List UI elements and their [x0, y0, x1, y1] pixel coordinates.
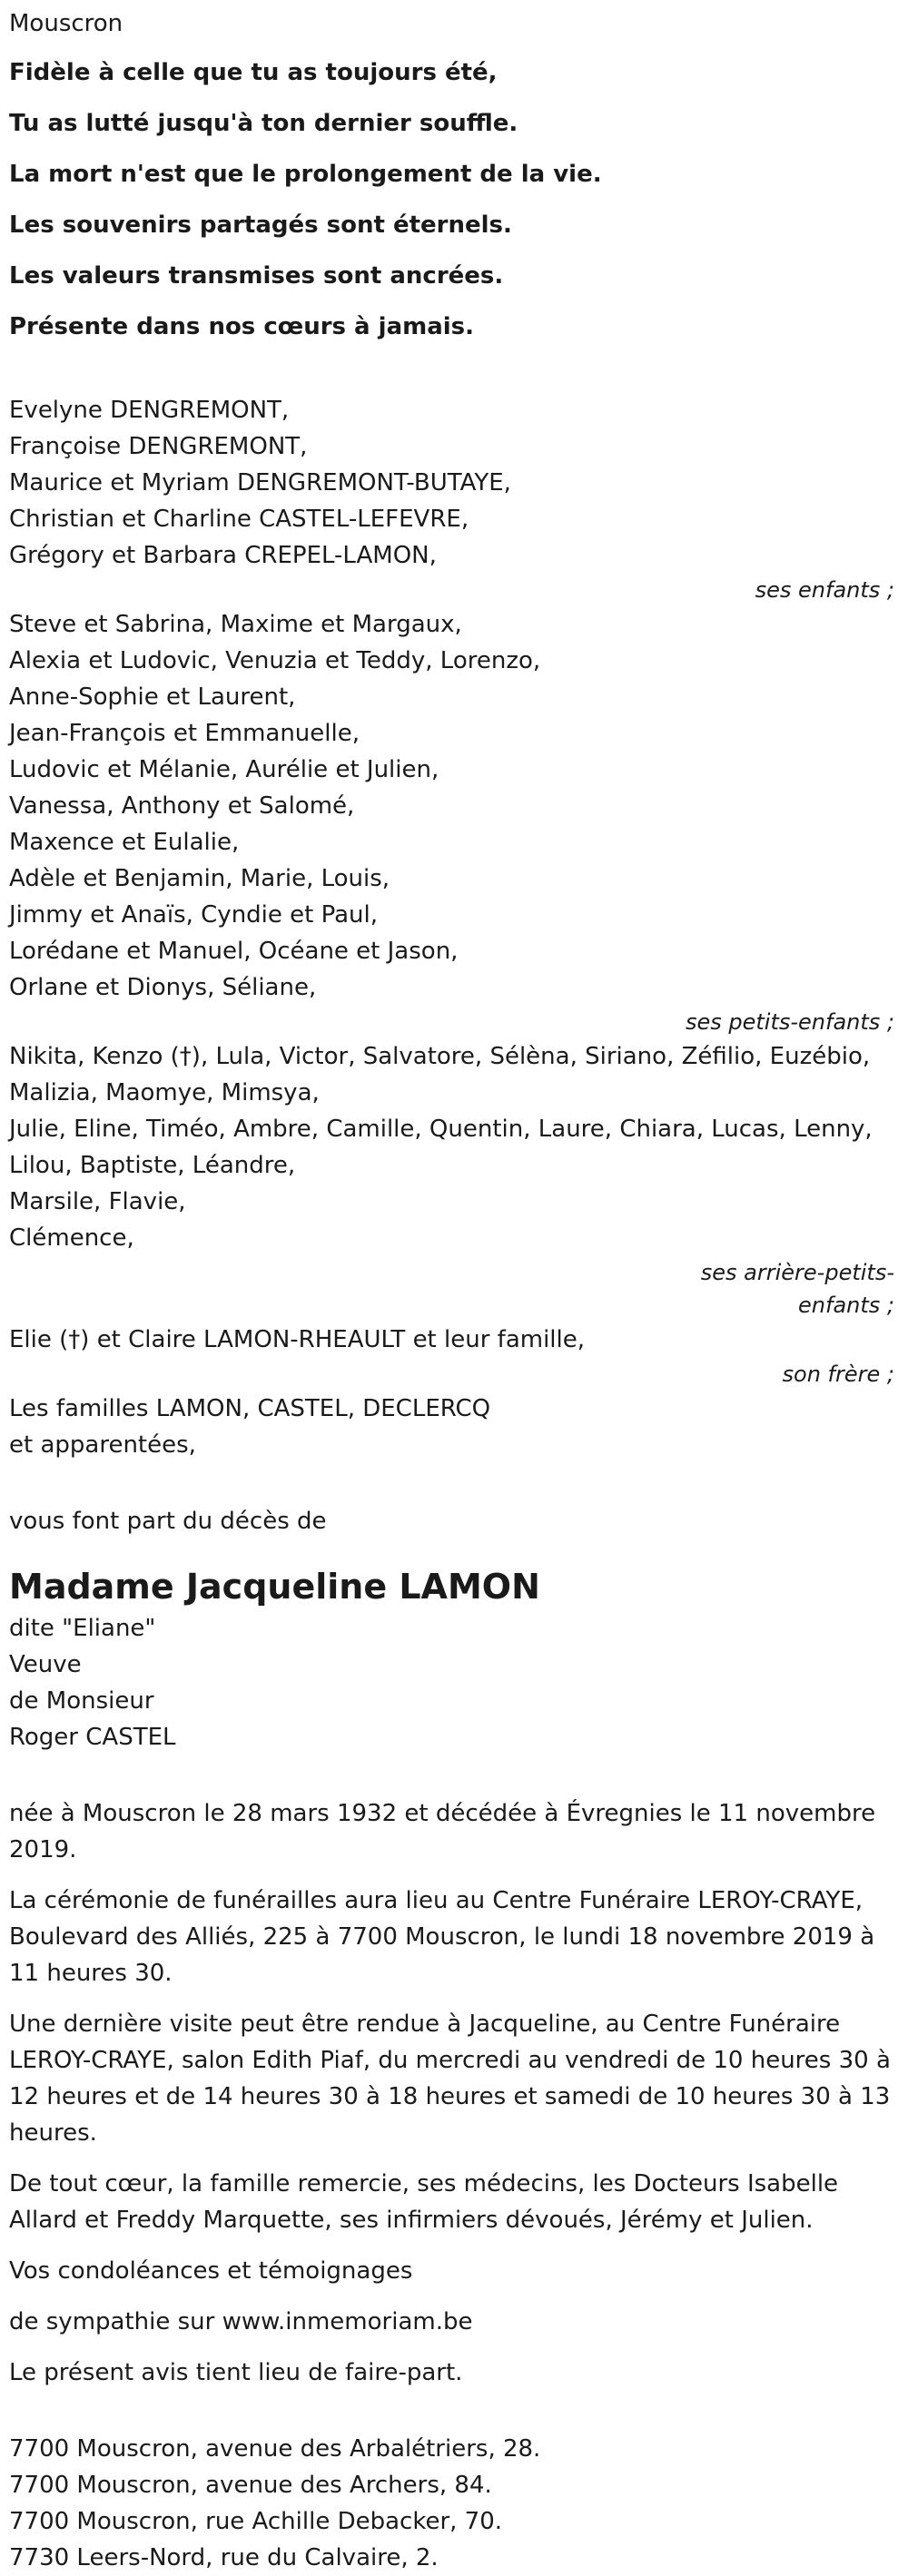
condolences-line: Vos condoléances et témoignages [9, 2257, 413, 2285]
birth-death-paragraph: née à Mouscron le 28 mars 1932 et décédée à Évregnies le 11 novembre 2019. [9, 1800, 876, 1863]
great-grandchild-line: Nikita, Kenzo (†), Lula, Victor, Salvatore, Sélèna, Siriano, Zéfilio, Euzébio, [9, 1043, 871, 1070]
deceased-detail: Roger CASTEL [9, 1724, 176, 1751]
families-line: et apparentées, [9, 1431, 196, 1459]
families-block [9, 1391, 894, 1463]
brother-line: Elie (†) et Claire LAMON-RHEAULT et leur famille, [9, 1326, 586, 1353]
town-name: Mouscron [9, 10, 123, 37]
thanks-paragraph: De tout cœur, la famille remercie, ses médecins, les Docteurs Isabelle Allard et Freddy Marquette, ses infirmiers dévoués, Jérémy et Julien. [9, 2170, 839, 2234]
deceased-detail: de Monsieur [9, 1687, 154, 1715]
poem-line: Tu as lutté jusqu'à ton dernier souffle. [9, 110, 518, 137]
deceased-name: Madame Jacqueline LAMON [9, 1567, 540, 1607]
poem-line: Les valeurs transmises sont ancrées. [9, 262, 504, 290]
address-line: 7700 Mouscron, rue Achille Debacker, 70. [9, 2508, 503, 2535]
notice-statement: Le présent avis tient lieu de faire-part. [9, 2359, 463, 2386]
great-grandchild-line: Malizia, Maomye, Mimsya, [9, 1079, 320, 1106]
grandchild-line: Jean-François et Emmanuelle, [9, 720, 360, 747]
child-name: Françoise DENGREMONT, [9, 433, 308, 460]
spacer [9, 1463, 894, 1503]
great-grandchildren-list [9, 1038, 894, 1256]
visit-paragraph: Une dernière visite peut être rendue à Jacqueline, au Centre Funéraire LEROY-CRAYE, salon Edith Piaf, du mercredi au vendredi de 10 heures 30 à 12 heures et de 14 heures 30 à 18 heures et samedi de 10 heures 30 à 13 heures. [9, 2011, 891, 2147]
child-name: Maurice et Myriam DENGREMONT-BUTAYE, [9, 469, 511, 497]
spacer [9, 1755, 894, 1795]
grandchild-line: Vanessa, Anthony et Salomé, [9, 792, 355, 820]
address-list [9, 2431, 894, 2576]
child-name: Grégory et Barbara CREPEL-LAMON, [9, 542, 437, 569]
grandchild-line: Steve et Sabrina, Maxime et Margaux, [9, 611, 462, 638]
families-line: Les familles LAMON, CASTEL, DECLERCQ [9, 1395, 491, 1422]
address-line: 7700 Mouscron, avenue des Archers, 84. [9, 2472, 492, 2499]
address-line: 7730 Leers-Nord, rue du Calvaire, 2. [9, 2544, 439, 2571]
grandchild-line: Jimmy et Anaïs, Cyndie et Paul, [9, 901, 379, 929]
poem-line: Les souvenirs partagés sont éternels. [9, 211, 512, 239]
spacer [9, 1539, 894, 1563]
ceremony-paragraph: La cérémonie de funérailles aura lieu au Centre Funéraire LEROY-CRAYE, Boulevard des Alliés, 225 à 7700 Mouscron, le lundi 18 novembre 2019 à 11 heures 30. [9, 1887, 875, 1987]
grandchild-line: Ludovic et Mélanie, Aurélie et Julien, [9, 756, 439, 783]
great-grandchild-line: Marsile, Flavie, [9, 1188, 186, 1215]
grandchild-line: Orlane et Dionys, Séliane, [9, 974, 317, 1001]
poem-line: Fidèle à celle que tu as toujours été, [9, 59, 498, 86]
poem-line: La mort n'est que le prolongement de la vie. [9, 161, 602, 188]
children-list [9, 392, 894, 574]
deceased-detail: Veuve [9, 1651, 82, 1678]
grandchild-line: Lorédane et Manuel, Océane et Jason, [9, 938, 459, 965]
great-grandchild-line: Clémence, [9, 1224, 134, 1252]
grandchild-line: Alexia et Ludovic, Venuzia et Teddy, Lorenzo, [9, 647, 541, 674]
spacer [9, 2391, 894, 2431]
notice-body [9, 1795, 894, 2391]
great-grandchildren-relation-line: ses arrière-petits- [700, 1260, 894, 1285]
obituary-notice [9, 0, 894, 2576]
grandchildren-list [9, 606, 894, 1006]
great-grandchild-line: Julie, Eline, Timéo, Ambre, Camille, Quentin, Laure, Chiara, Lucas, Lenny, [9, 1116, 873, 1143]
condolences-website-line: de sympathie sur www.inmemoriam.be [9, 2308, 473, 2335]
poem [9, 47, 894, 352]
address-line: 7700 Mouscron, avenue des Arbalétriers, 28. [9, 2435, 541, 2463]
child-name: Christian et Charline CASTEL-LEFEVRE, [9, 506, 469, 533]
poem-line: Présente dans nos cœurs à jamais. [9, 313, 475, 340]
spacer [9, 352, 894, 392]
children-relation: ses enfants ; [755, 577, 894, 603]
announcement-line: vous font part du décès de [9, 1508, 327, 1535]
child-name: Evelyne DENGREMONT, [9, 397, 290, 424]
grandchild-line: Adèle et Benjamin, Marie, Louis, [9, 865, 390, 892]
grandchildren-relation: ses petits-enfants ; [685, 1009, 894, 1035]
grandchild-line: Anne-Sophie et Laurent, [9, 683, 296, 711]
deceased-details [9, 1610, 894, 1755]
brother-relation: son frère ; [782, 1362, 894, 1387]
great-grandchildren-relation-line: enfants ; [798, 1293, 894, 1318]
great-grandchild-line: Lilou, Baptiste, Léandre, [9, 1152, 296, 1179]
grandchild-line: Maxence et Eulalie, [9, 829, 240, 856]
deceased-detail: dite "Eliane" [9, 1615, 156, 1642]
